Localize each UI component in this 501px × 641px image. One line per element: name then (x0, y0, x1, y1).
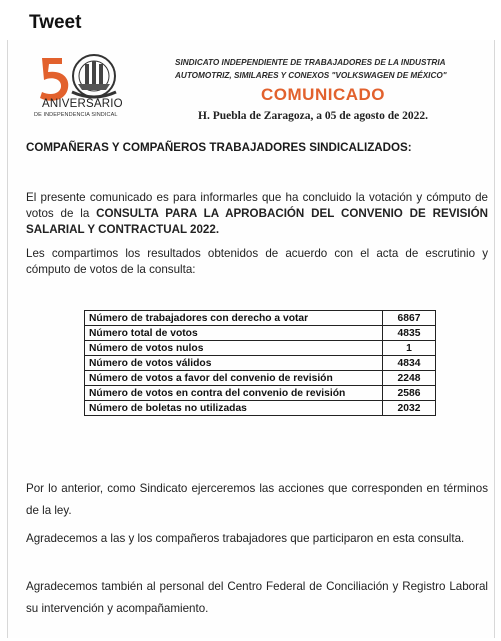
result-label: Número de trabajadores con derecho a votar (85, 311, 383, 326)
result-value: 1 (383, 341, 436, 356)
results-table-body (85, 311, 436, 416)
table-row (85, 386, 436, 401)
result-label: Número de votos válidos (85, 356, 383, 371)
tweet-label: Tweet (29, 12, 82, 33)
result-value: 4835 (383, 326, 436, 341)
result-value: 2032 (383, 401, 436, 416)
result-value: 2248 (383, 371, 436, 386)
table-row (85, 341, 436, 356)
result-value: 4834 (383, 356, 436, 371)
result-label: Número de votos nulos (85, 341, 383, 356)
paragraph-results-intro: Les compartimos los resultados obtenidos de acuerdo con el acta de escrutinio y cómputo de votos de la consulta: (26, 247, 488, 276)
results-table (84, 310, 436, 416)
union-name (175, 56, 487, 82)
table-row (85, 326, 436, 341)
paragraph-announcement-text: El presente comunicado es para informarles que ha concluido la votación y cómputo de votos de la (26, 191, 488, 220)
table-row (85, 401, 436, 416)
paragraph-actions: Por lo anterior, como Sindicato ejerceremos las acciones que corresponden en términos de la ley. (26, 482, 488, 517)
salutation: COMPAÑERAS Y COMPAÑEROS TRABAJADORES SINDICALIZADOS: (26, 141, 412, 154)
table-row (85, 371, 436, 386)
paragraph-announcement (26, 190, 488, 238)
table-row (85, 356, 436, 371)
paragraph-thanks-workers: Agradecemos a las y los compañeros trabajadores que participaron en esta consulta. (26, 532, 465, 545)
dateline: H. Puebla de Zaragoza, a 05 de agosto de 2022. (198, 110, 428, 122)
result-label: Número de votos en contra del convenio de revisión (85, 386, 383, 401)
logo-subtitle: DE INDEPENDENCIA SINDICAL (34, 112, 118, 118)
consulta-title: CONSULTA PARA LA APROBACIÓN DEL CONVENIO DE REVISIÓN SALARIAL Y CONTRACTUAL 2022. (26, 207, 488, 236)
table-row (85, 311, 436, 326)
union-name-line1: SINDICATO INDEPENDIENTE DE TRABAJADORES DE LA INDUSTRIA (175, 58, 446, 67)
result-value: 2586 (383, 386, 436, 401)
document-page (7, 40, 495, 638)
logo-five-emblem (40, 55, 116, 101)
paragraph-thanks-center: Agradecemos también al personal del Centro Federal de Conciliación y Registro Laboral su intervención y acompañamiento. (26, 580, 488, 615)
logo-anniversary-text: ANIVERSARIO (42, 98, 123, 110)
result-label: Número de boletas no utilizadas (85, 401, 383, 416)
result-label: Número total de votos (85, 326, 383, 341)
result-value: 6867 (383, 311, 436, 326)
result-label: Número de votos a favor del convenio de revisión (85, 371, 383, 386)
comunicado-title: COMUNICADO (261, 85, 385, 104)
union-name-line2: AUTOMOTRIZ, SIMILARES Y CONEXOS "VOLKSWAGEN DE MÉXICO" (175, 71, 447, 80)
